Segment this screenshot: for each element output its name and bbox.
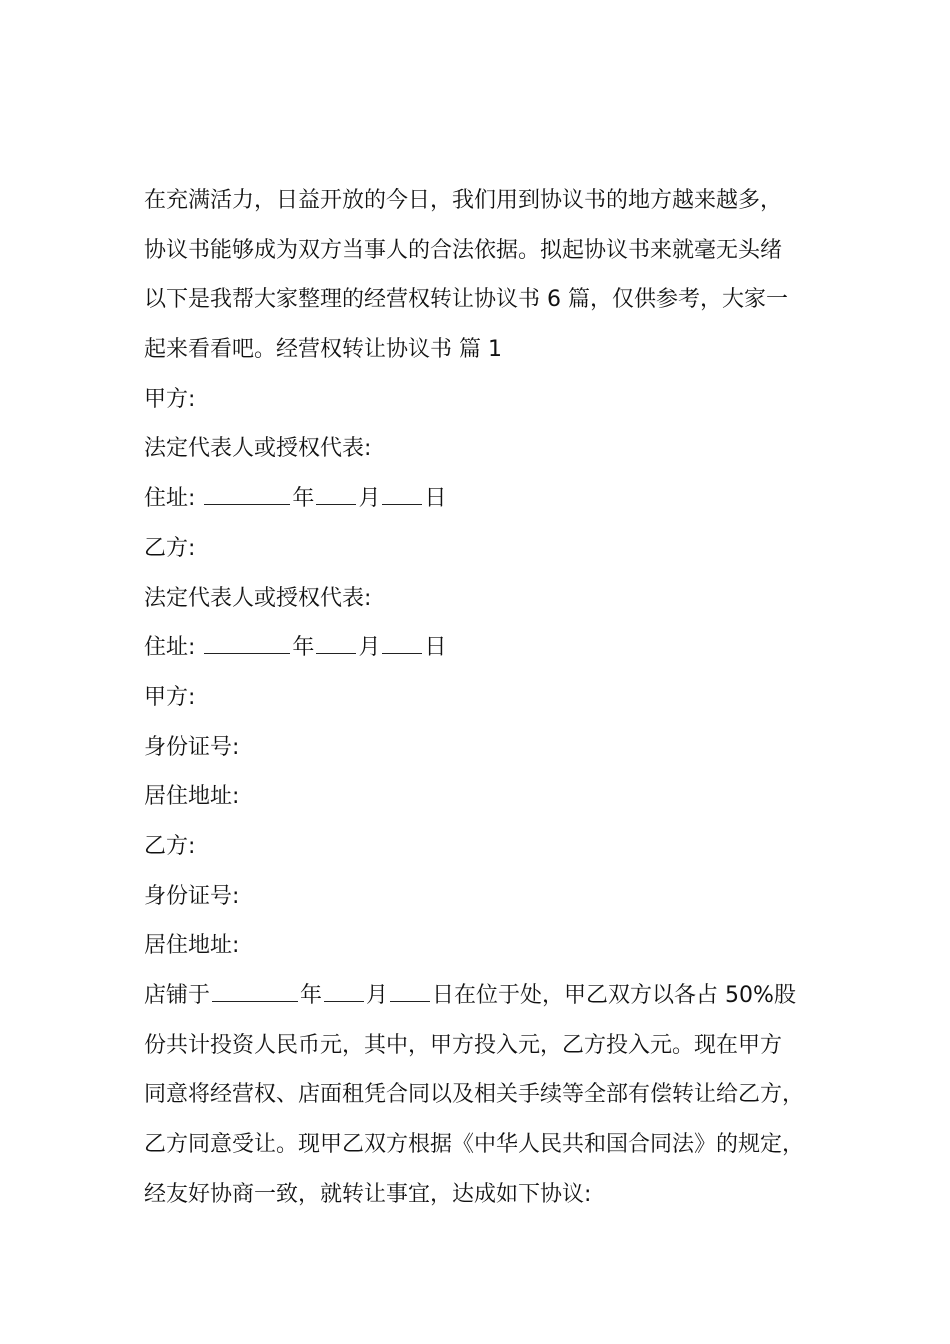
year-label: 年 bbox=[292, 486, 315, 512]
blank-line bbox=[316, 627, 356, 654]
blank-line bbox=[212, 975, 298, 1002]
agreement-line-4: 经友好协商一致，就转让事宜，达成如下协议: bbox=[144, 1181, 592, 1207]
blank-line bbox=[204, 478, 290, 505]
party-a-residence: 居住地址: bbox=[144, 784, 240, 810]
blank-line bbox=[324, 975, 364, 1002]
intro-line-1: 在充满活力，日益开放的今日，我们用到协议书的地方越来越多， bbox=[144, 188, 783, 213]
party-b-residence: 居住地址: bbox=[144, 933, 240, 959]
blank-line bbox=[382, 627, 422, 654]
agreement-line-1: 份共计投资人民币元，其中，甲方投入元，乙方投入元。现在甲方 bbox=[144, 1032, 783, 1058]
party-a-legal-rep: 法定代表人或授权代表: bbox=[144, 436, 372, 462]
agreement-line-3: 乙方同意受让。现甲乙双方根据《中华人民共和国合同法》的规定， bbox=[144, 1132, 805, 1158]
party-a-id: 身份证号: bbox=[144, 734, 240, 760]
party-a-address-line bbox=[144, 474, 820, 524]
document-body bbox=[144, 176, 820, 1219]
month-label: 月 bbox=[358, 635, 381, 661]
party-b-label: 乙方: bbox=[144, 535, 196, 561]
year-label: 年 bbox=[292, 635, 315, 661]
shop-prefix: 店铺于 bbox=[144, 983, 211, 1008]
day-label: 日 bbox=[424, 635, 447, 661]
year-label: 年 bbox=[300, 983, 323, 1008]
party-b-label-2: 乙方: bbox=[144, 833, 196, 859]
party-b-address-line bbox=[144, 623, 820, 673]
party-a-label: 甲方: bbox=[144, 386, 196, 412]
blank-line bbox=[382, 478, 422, 505]
blank-line bbox=[204, 627, 290, 654]
day-label: 日 bbox=[424, 486, 447, 512]
shop-line bbox=[144, 971, 820, 1021]
party-b-id: 身份证号: bbox=[144, 883, 240, 909]
address-label: 住址: bbox=[144, 635, 196, 661]
month-label: 月 bbox=[366, 983, 389, 1008]
address-label: 住址: bbox=[144, 486, 196, 512]
intro-line-2: 协议书能够成为双方当事人的合法依据。拟起协议书来就毫无头绪 bbox=[144, 237, 783, 263]
party-a-label-2: 甲方: bbox=[144, 684, 196, 710]
party-b-legal-rep: 法定代表人或授权代表: bbox=[144, 585, 372, 611]
month-label: 月 bbox=[358, 486, 381, 512]
blank-line bbox=[316, 478, 356, 505]
blank-line bbox=[390, 975, 430, 1002]
intro-line-3: 以下是我帮大家整理的经营权转让协议书 6 篇，仅供参考，大家一 bbox=[144, 287, 788, 313]
intro-line-4: 起来看看吧。经营权转让协议书 篇 1 bbox=[144, 337, 502, 363]
shop-suffix: 日在位于处，甲乙双方以各占 50%股 bbox=[432, 983, 796, 1008]
agreement-line-2: 同意将经营权、店面租凭合同以及相关手续等全部有偿转让给乙方， bbox=[144, 1082, 805, 1108]
